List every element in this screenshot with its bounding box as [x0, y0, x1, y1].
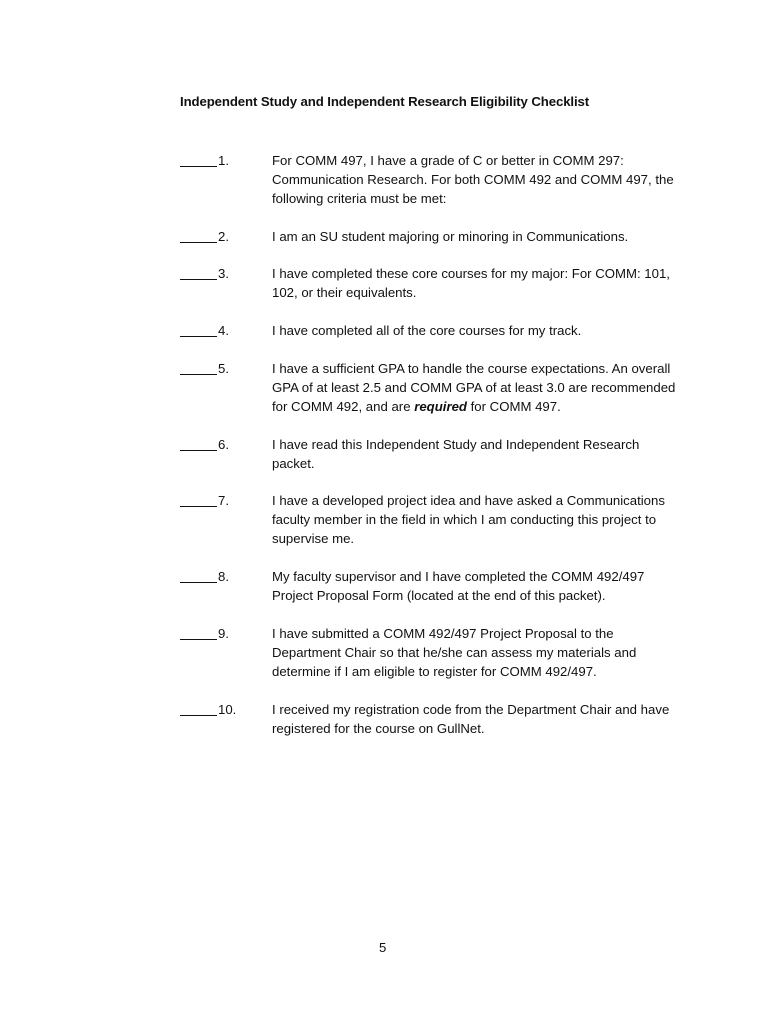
checklist-item-text: My faculty supervisor and I have completed the COMM 492/497 Project Proposal Form (located at the end of this packet). — [272, 569, 645, 603]
checklist-item-text: I have completed all of the core courses for my track. — [272, 323, 582, 338]
checklist-item-text-before: I have a sufficient GPA to handle the course expectations. An overall GPA of at least 2.5 and COMM GPA of at least 3.0 are recommended for COMM 492, and are — [272, 361, 676, 414]
checklist-item-text: I am an SU student majoring or minoring in Communications. — [272, 229, 629, 244]
checklist-item-text: I have completed these core courses for my major: For COMM: 101, 102, or their equivalents. — [272, 266, 670, 300]
checklist-item-text: I received my registration code from the Department Chair and have registered for the course on GullNet. — [272, 702, 670, 736]
checklist-blank-line[interactable] — [180, 567, 217, 583]
checklist-blank-line[interactable] — [180, 624, 217, 640]
checklist-item-text: I have submitted a COMM 492/497 Project Proposal to the Department Chair so that he/she can assess my materials and determine if I am eligible to register for COMM 492/497. — [272, 626, 637, 679]
checklist-item-number: 7. — [218, 493, 229, 508]
checklist-item-number: 3. — [218, 266, 229, 281]
checklist-item-number: 2. — [218, 229, 229, 244]
checklist-item-number: 10. — [218, 702, 237, 717]
checklist-blank-line[interactable] — [180, 435, 217, 451]
checklist-blank-line[interactable] — [180, 700, 217, 716]
checklist-blank-line[interactable] — [180, 491, 217, 507]
checklist-item-text: I have read this Independent Study and Independent Research packet. — [272, 437, 640, 471]
checklist-item-emphasis: required — [414, 399, 467, 414]
checklist-item-text-after: for COMM 497. — [466, 399, 561, 414]
checklist-item-number: 8. — [218, 569, 229, 584]
checklist-item-number: 5. — [218, 361, 229, 376]
checklist-blank-line[interactable] — [180, 151, 217, 167]
checklist-item-number: 6. — [218, 437, 229, 452]
checklist-item-text: For COMM 497, I have a grade of C or better in COMM 297: Communication Research. For both COMM 492 and COMM 497, the following criteria must be met: — [272, 153, 674, 206]
checklist-blank-line[interactable] — [180, 359, 217, 375]
document-title: Independent Study and Independent Research Eligibility Checklist — [180, 94, 590, 109]
checklist-item-number: 4. — [218, 323, 229, 338]
checklist-blank-line[interactable] — [180, 227, 217, 243]
checklist-item-text: I have a developed project idea and have asked a Communications faculty member in the field in which I am conducting this project to supervise me. — [272, 493, 665, 546]
checklist-blank-line[interactable] — [180, 321, 217, 337]
checklist-item-number: 9. — [218, 626, 229, 641]
checklist-item-number: 1. — [218, 153, 229, 168]
checklist-blank-line[interactable] — [180, 264, 217, 280]
checklist-item-text — [272, 359, 682, 416]
page-number: 5 — [379, 940, 387, 955]
